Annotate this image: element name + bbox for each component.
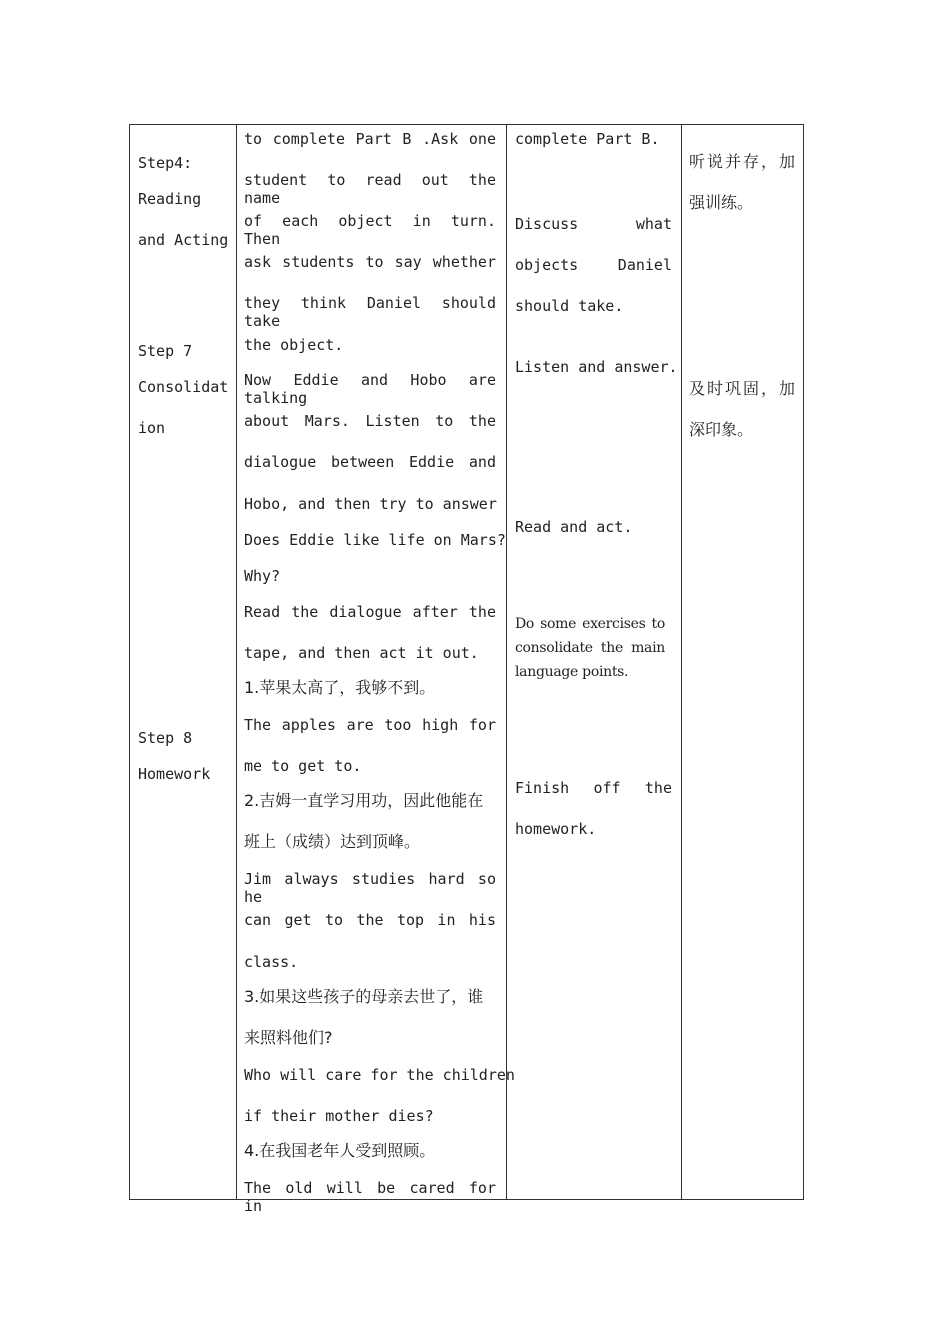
teacher-activity-line: 3.如果这些孩子的母亲去世了，谁 [244,987,484,1006]
teacher-activity-line: 班上（成绩）达到顶峰。 [244,832,421,851]
teacher-activity-line: Now Eddie and Hobo are talking [244,371,496,407]
teacher-activity-line: Read the dialogue after the [244,603,496,621]
student-activity-line: homework. [515,820,597,838]
teacher-activity-line: 2.吉姆一直学习用功，因此他能在 [244,791,484,810]
step7-label: ion [138,419,166,437]
student-activity-line: objects Daniel [515,256,672,274]
student-activity-line: language points. [515,664,629,680]
lesson-plan-table [129,124,804,1200]
student-activity-line: Listen and answer. [515,358,678,376]
design-note-line: 听说并存，加 [689,152,795,171]
teacher-activity-line: Hobo, and then try to answer [244,495,497,513]
step8-label: Step 8 [138,729,193,747]
student-activity-line: Finish off the [515,779,672,797]
teacher-activity-line: can get to the top in his [244,911,496,929]
student-activity-line: should take. [515,297,624,315]
teacher-activity-line: Jim always studies hard so he [244,870,496,906]
teacher-activity-line: 来照料他们? [244,1028,333,1047]
design-note-line: 及时巩固，加 [689,379,795,398]
teacher-activity-line: to complete Part B .Ask one [244,130,496,148]
step7-label: Step 7 [138,342,193,360]
teacher-activity-line: Does Eddie like life on Mars? [244,531,506,549]
teacher-activity-line: dialogue between Eddie and [244,453,496,471]
student-activity-line: complete Part B. [515,130,660,148]
design-note-line: 强训练。 [689,193,754,212]
step7-label: Consolidat [138,378,229,396]
teacher-activity-line: 1.苹果太高了，我够不到。 [244,678,436,697]
teacher-activity-line: The apples are too high for [244,716,496,734]
teacher-activity-line: 4.在我国老年人受到照顾。 [244,1141,436,1160]
teacher-activity-line: The old will be cared for in [244,1179,496,1215]
teacher-activity-line: they think Daniel should take [244,294,496,330]
column-divider [236,125,237,1199]
design-note-line: 深印象。 [689,420,754,439]
teacher-activity-line: class. [244,953,299,971]
teacher-activity-line: Who will care for the children [244,1066,515,1084]
teacher-activity-line: Why? [244,567,281,585]
teacher-activity-line: student to read out the name [244,171,496,207]
student-activity-line: Read and act. [515,518,633,536]
teacher-activity-line: tape, and then act it out. [244,644,479,662]
teacher-activity-line: the object. [244,336,344,354]
column-divider [506,125,507,1199]
column-divider [681,125,682,1199]
teacher-activity-line: of each object in turn. Then [244,212,496,248]
step8-label: Homework [138,765,211,783]
student-activity-line: Discuss what [515,215,672,233]
step4-label: Reading [138,190,202,208]
teacher-activity-line: about Mars. Listen to the [244,412,496,430]
student-activity-line: Do some exercises to [515,616,665,632]
step4-label: Step4: [138,154,193,172]
teacher-activity-line: if their mother dies? [244,1107,434,1125]
student-activity-line: consolidate the main [515,640,665,656]
step4-label: and Acting [138,231,229,249]
teacher-activity-line: ask students to say whether [244,253,496,271]
teacher-activity-line: me to get to. [244,757,362,775]
